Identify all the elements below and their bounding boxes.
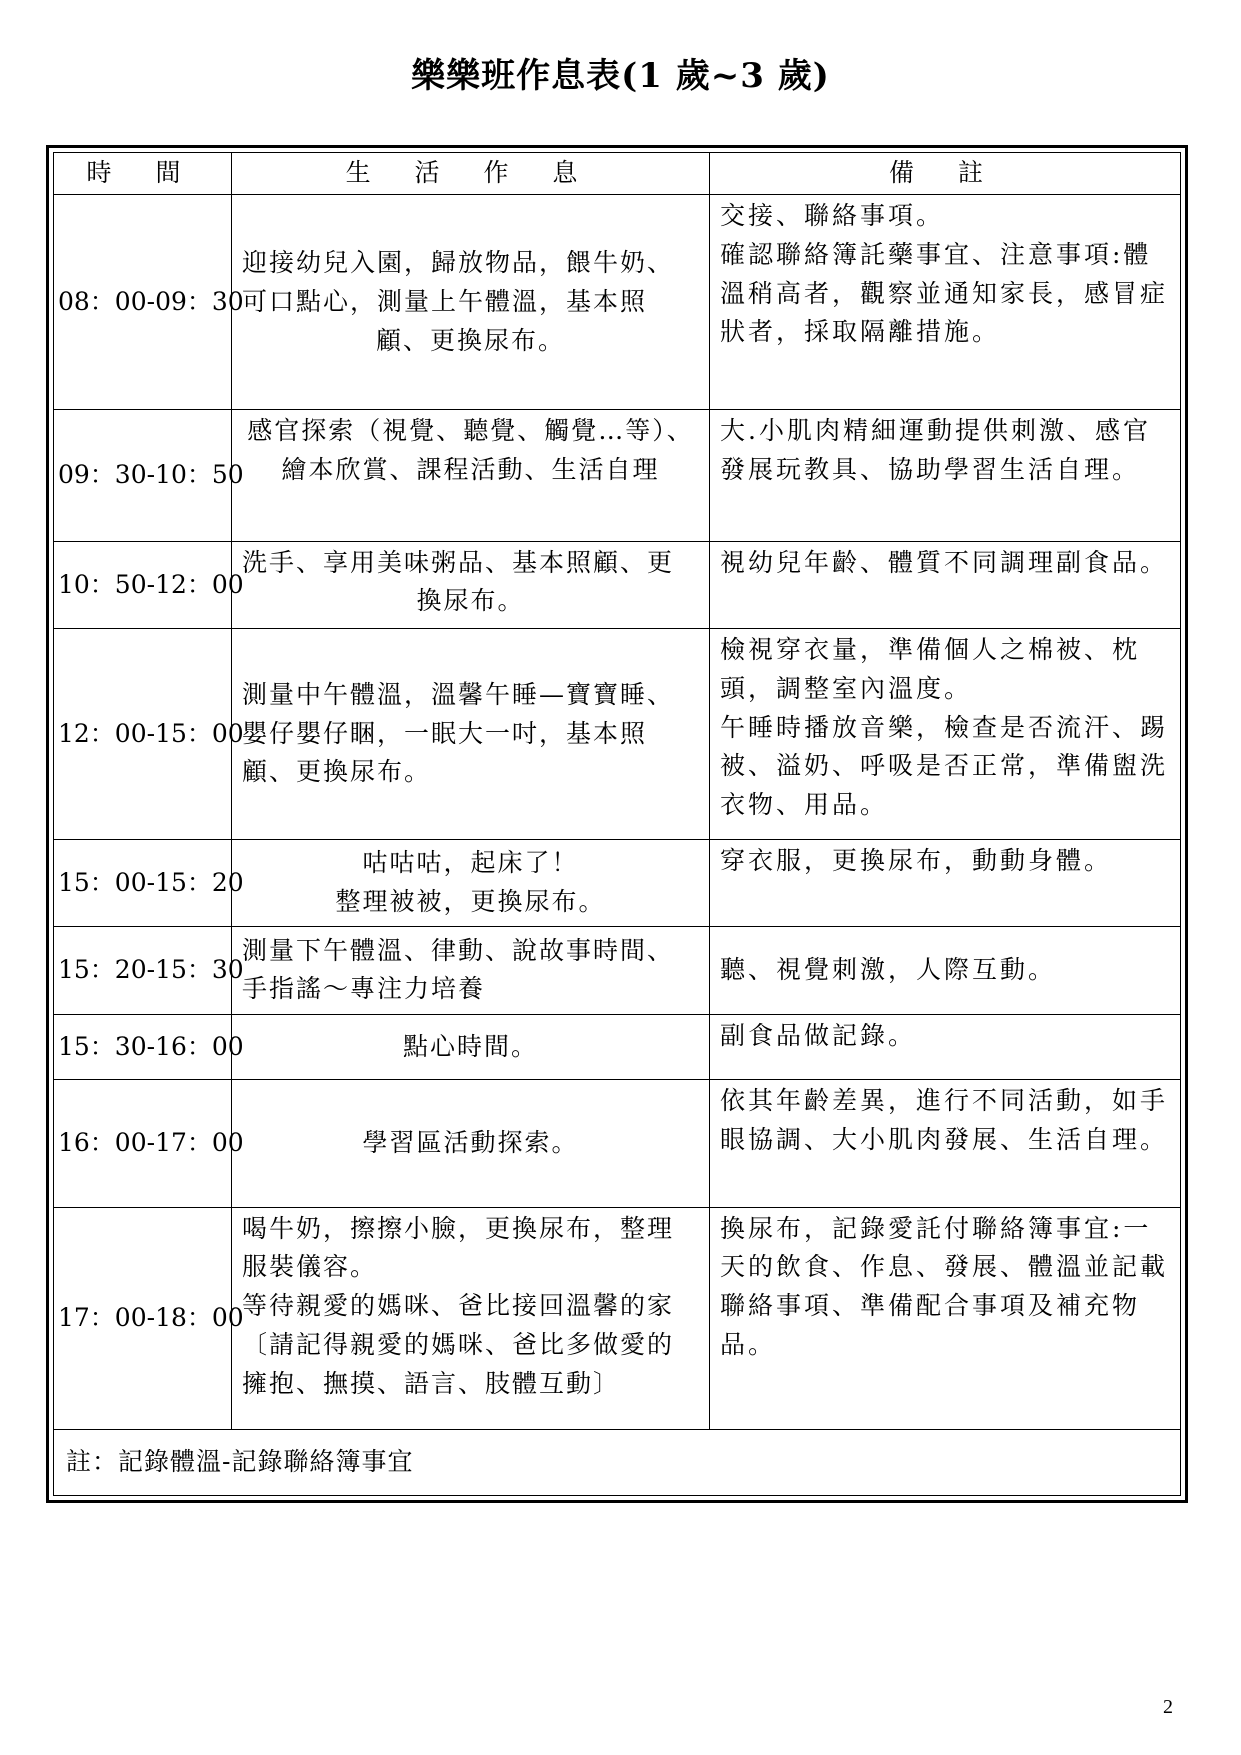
table-row [54,839,1181,926]
note-text: 檢視穿衣量，準備個人之棉被、枕頭，調整室內溫度。 午睡時播放音樂，檢查是否流汗、踢被、溢奶、呼吸是否正常，準備盥洗衣物、用品。 [720,635,1169,820]
table-row [54,1207,1181,1430]
table-row [54,629,1181,840]
header-activity: 生 活 作 息 [232,153,710,195]
activity-text: 咕咕咕，起床了！ 整理被被，更換尿布。 [335,848,606,917]
activity-cell: 測量中午體溫，溫馨午睡—寶寶睡、嬰仔嬰仔睏，一眠大一吋，基本照顧、更換尿布。 [232,629,710,840]
table-row [54,1080,1181,1207]
table-row [54,1014,1181,1080]
header-time: 時 間 [54,153,232,195]
note-cell: 視幼兒年齡、體質不同調理副食品。 [710,541,1181,628]
activity-text: 迎接幼兒入園，歸放物品，餵牛奶、可口點心，測量上午體溫，基本照顧、更換尿布。 [242,248,675,355]
activity-text: 喝牛奶，擦擦小臉，更換尿布，整理服裝儀容。 等待親愛的媽咪、爸比接回溫馨的家〔請記得親愛的媽咪、爸比多做愛的擁抱、撫摸、語言、肢體互動〕 [242,1213,675,1398]
activity-cell: 感官探索（視覺、聽覺、觸覺…等）、繪本欣賞、課程活動、生活自理 [232,410,710,541]
time-cell: 08：00-09：30 [54,195,232,410]
footnote: 註：記錄體溫-記錄聯絡簿事宜 [54,1430,1181,1496]
time-cell: 12：00-15：00 [54,629,232,840]
activity-cell [232,1207,710,1430]
note-cell: 大.小肌肉精細運動提供刺激、感官發展玩教具、協助學習生活自理。 [710,410,1181,541]
page-number: 2 [1163,1696,1173,1718]
time-cell: 09：30-10：50 [54,410,232,541]
note-cell: 換尿布，記錄愛託付聯絡簿事宜:一天的飲食、作息、發展、體溫並記載聯絡事項、準備配合事項及補充物品。 [710,1207,1181,1430]
table-row [54,541,1181,628]
time-cell: 15：00-15：20 [54,839,232,926]
time-cell: 16：00-17：00 [54,1080,232,1207]
header-note: 備 註 [710,153,1181,195]
document-title: 樂樂班作息表(1 歲~3 歲) [411,56,830,96]
note-text: 交接、聯絡事項。 確認聯絡簿託藥事宜、注意事項:體溫稍高者，觀察並通知家長，感冒症狀者，採取隔離措施。 [720,201,1169,347]
table-row [54,410,1181,541]
schedule-table [53,152,1181,1496]
note-cell: 聽、視覺刺激，人際互動。 [710,927,1181,1014]
time-cell: 15：30-16：00 [54,1014,232,1080]
footnote-row [54,1430,1181,1496]
table-row [54,195,1181,410]
activity-cell [232,839,710,926]
activity-cell [232,195,710,410]
activity-cell: 測量下午體溫、律動、說故事時間、手指謠～專注力培養 [232,927,710,1014]
activity-text: 洗手、享用美味粥品、基本照顧、更換尿布。 [242,547,675,616]
note-cell: 依其年齡差異，進行不同活動，如手眼協調、大小肌肉發展、生活自理。 [710,1080,1181,1207]
time-cell: 17：00-18：00 [54,1207,232,1430]
time-cell: 15：20-15：30 [54,927,232,1014]
note-cell [710,629,1181,840]
schedule-table-frame [46,145,1188,1503]
note-cell: 穿衣服，更換尿布，動動身體。 [710,839,1181,926]
table-header-row [54,153,1181,195]
note-cell [710,195,1181,410]
time-cell: 10：50-12：00 [54,541,232,628]
activity-cell: 點心時間。 [232,1014,710,1080]
activity-cell: 學習區活動探索。 [232,1080,710,1207]
activity-cell [232,541,710,628]
table-row [54,927,1181,1014]
note-cell: 副食品做記錄。 [710,1014,1181,1080]
